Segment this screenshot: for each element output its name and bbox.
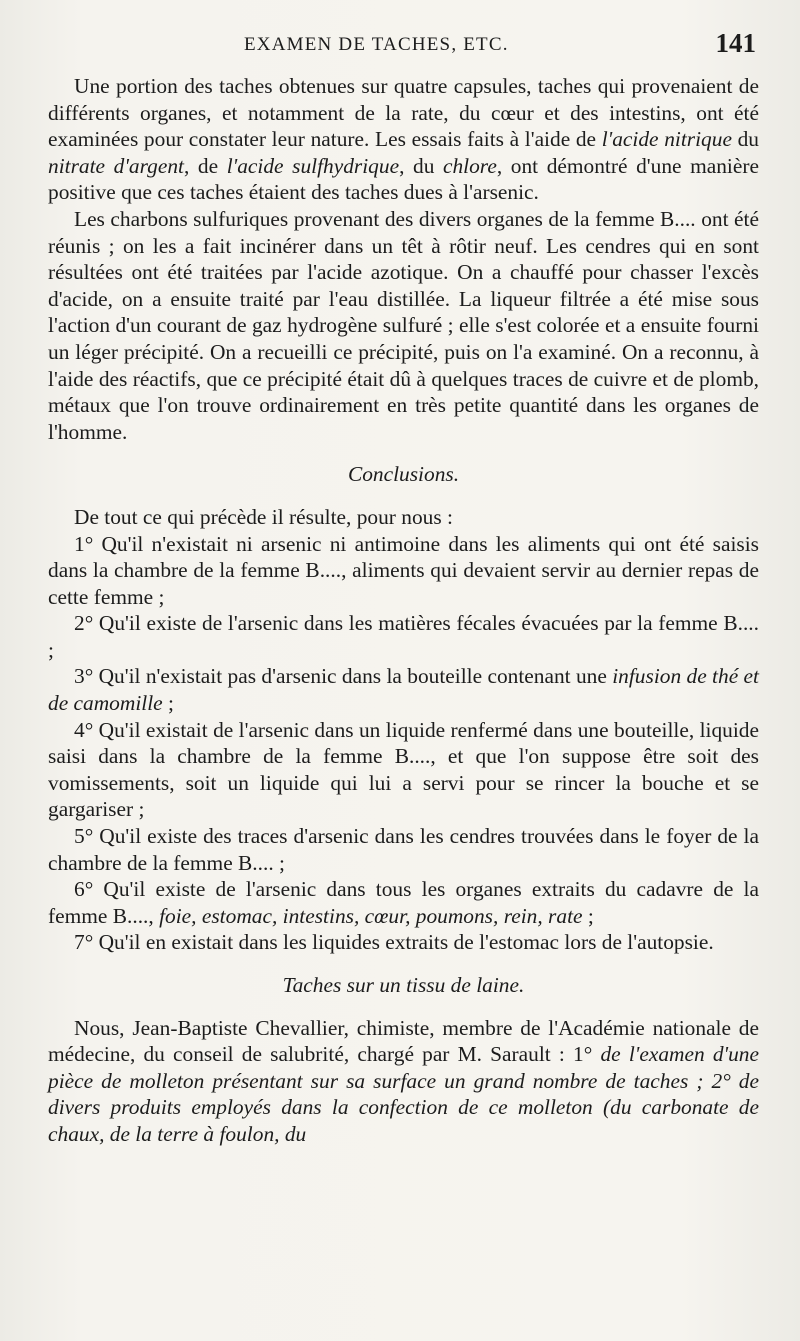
running-head: EXAMEN DE TACHES, ETC.: [244, 34, 509, 55]
conclusion-item-7: 7° Qu'il en existait dans les liquides extraits de l'estomac lors de l'autopsie.: [74, 930, 714, 955]
conclusions-intro: De tout ce qui précède il résulte, pour nous :: [74, 504, 453, 529]
conclusion-item-5: 5° Qu'il existe des traces d'arsenic dans les cendres trouvées dans le foyer de la chambre de la femme B.... ;: [48, 824, 759, 875]
conclusion-item-3: 3° Qu'il n'existait pas d'arsenic dans la bouteille contenant une infusion de thé et de camomille ;: [48, 664, 759, 716]
conclusion-item-2: 2° Qu'il existe de l'arsenic dans les matières fécales évacuées par la femme B.... ;: [48, 611, 759, 662]
conclusion-item-4: 4° Qu'il existait de l'arsenic dans un liquide renfermé dans une bouteille, liquide saisi dans la chambre de la femme B...., et que l'on suppose être soit des vomissements, soit un liquide qui lui a servi pour se rincer la bouche et se gargariser ;: [48, 717, 759, 822]
paragraph-chevallier: Nous, Jean-Baptiste Chevallier, chimiste, membre de l'Académie nationale de médecine, du conseil de salubrité, chargé par M. Sarault : 1° de l'examen d'une pièce de molleton présentant sur sa surface un grand nombre de taches ; 2° de divers produits employés dans la confection de ce molleton (du carbonate de chaux, de la terre à foulon, du: [48, 1015, 759, 1146]
conclusion-item-1: 1° Qu'il n'existait ni arsenic ni antimoine dans les aliments qui ont été saisis dans la chambre de la femme B...., aliments qui devaient servir au dernier repas de cette femme ;: [48, 531, 759, 609]
paragraph-taches-examinees: Une portion des taches obtenues sur quatre capsules, taches qui provenaient de différents organes, et notamment de la rate, du cœur et des intestins, ont été examinées pour constater leur nature. Les essais faits à l'aide de l'acide nitrique du nitrate d'argent, de l'acide sulfhydrique, du chlore, ont démontré d'une manière positive que ces taches étaient des taches dues à l'arsenic.: [48, 74, 759, 205]
paragraph-charbons: Les charbons sulfuriques provenant des divers organes de la femme B.... ont été réunis ; on les a fait incinérer dans un têt à rôtir neuf. Les cendres qui en sont résultées ont été traitées par l'acide azotique. On a chauffé pour chasser l'excès d'acide, on a ensuite traité par l'eau distillée. La liqueur filtrée a été mise sous l'action d'un courant de gaz hydrogène sulfuré ; elle s'est colorée et a ensuite fourni un léger précipité. On a recueilli ce précipité, puis on l'a examiné. On a reconnu, à l'aide des réactifs, que ce précipité était dû à quelques traces de cuivre et de plomb, métaux que l'on trouve ordinairement en très petite quantité dans les organes de l'homme.: [48, 206, 759, 444]
heading-taches-laine: Taches sur un tissu de laine.: [282, 973, 525, 997]
body-text: [48, 73, 759, 1148]
heading-conclusions: Conclusions.: [347, 462, 460, 487]
page-number: 141: [715, 28, 756, 58]
conclusion-item-6: 6° Qu'il existe de l'arsenic dans tous les organes extraits du cadavre de la femme B...., foie, estomac, intestins, cœur, poumons, rein, rate ;: [48, 877, 759, 928]
page-header: [66, 28, 756, 64]
